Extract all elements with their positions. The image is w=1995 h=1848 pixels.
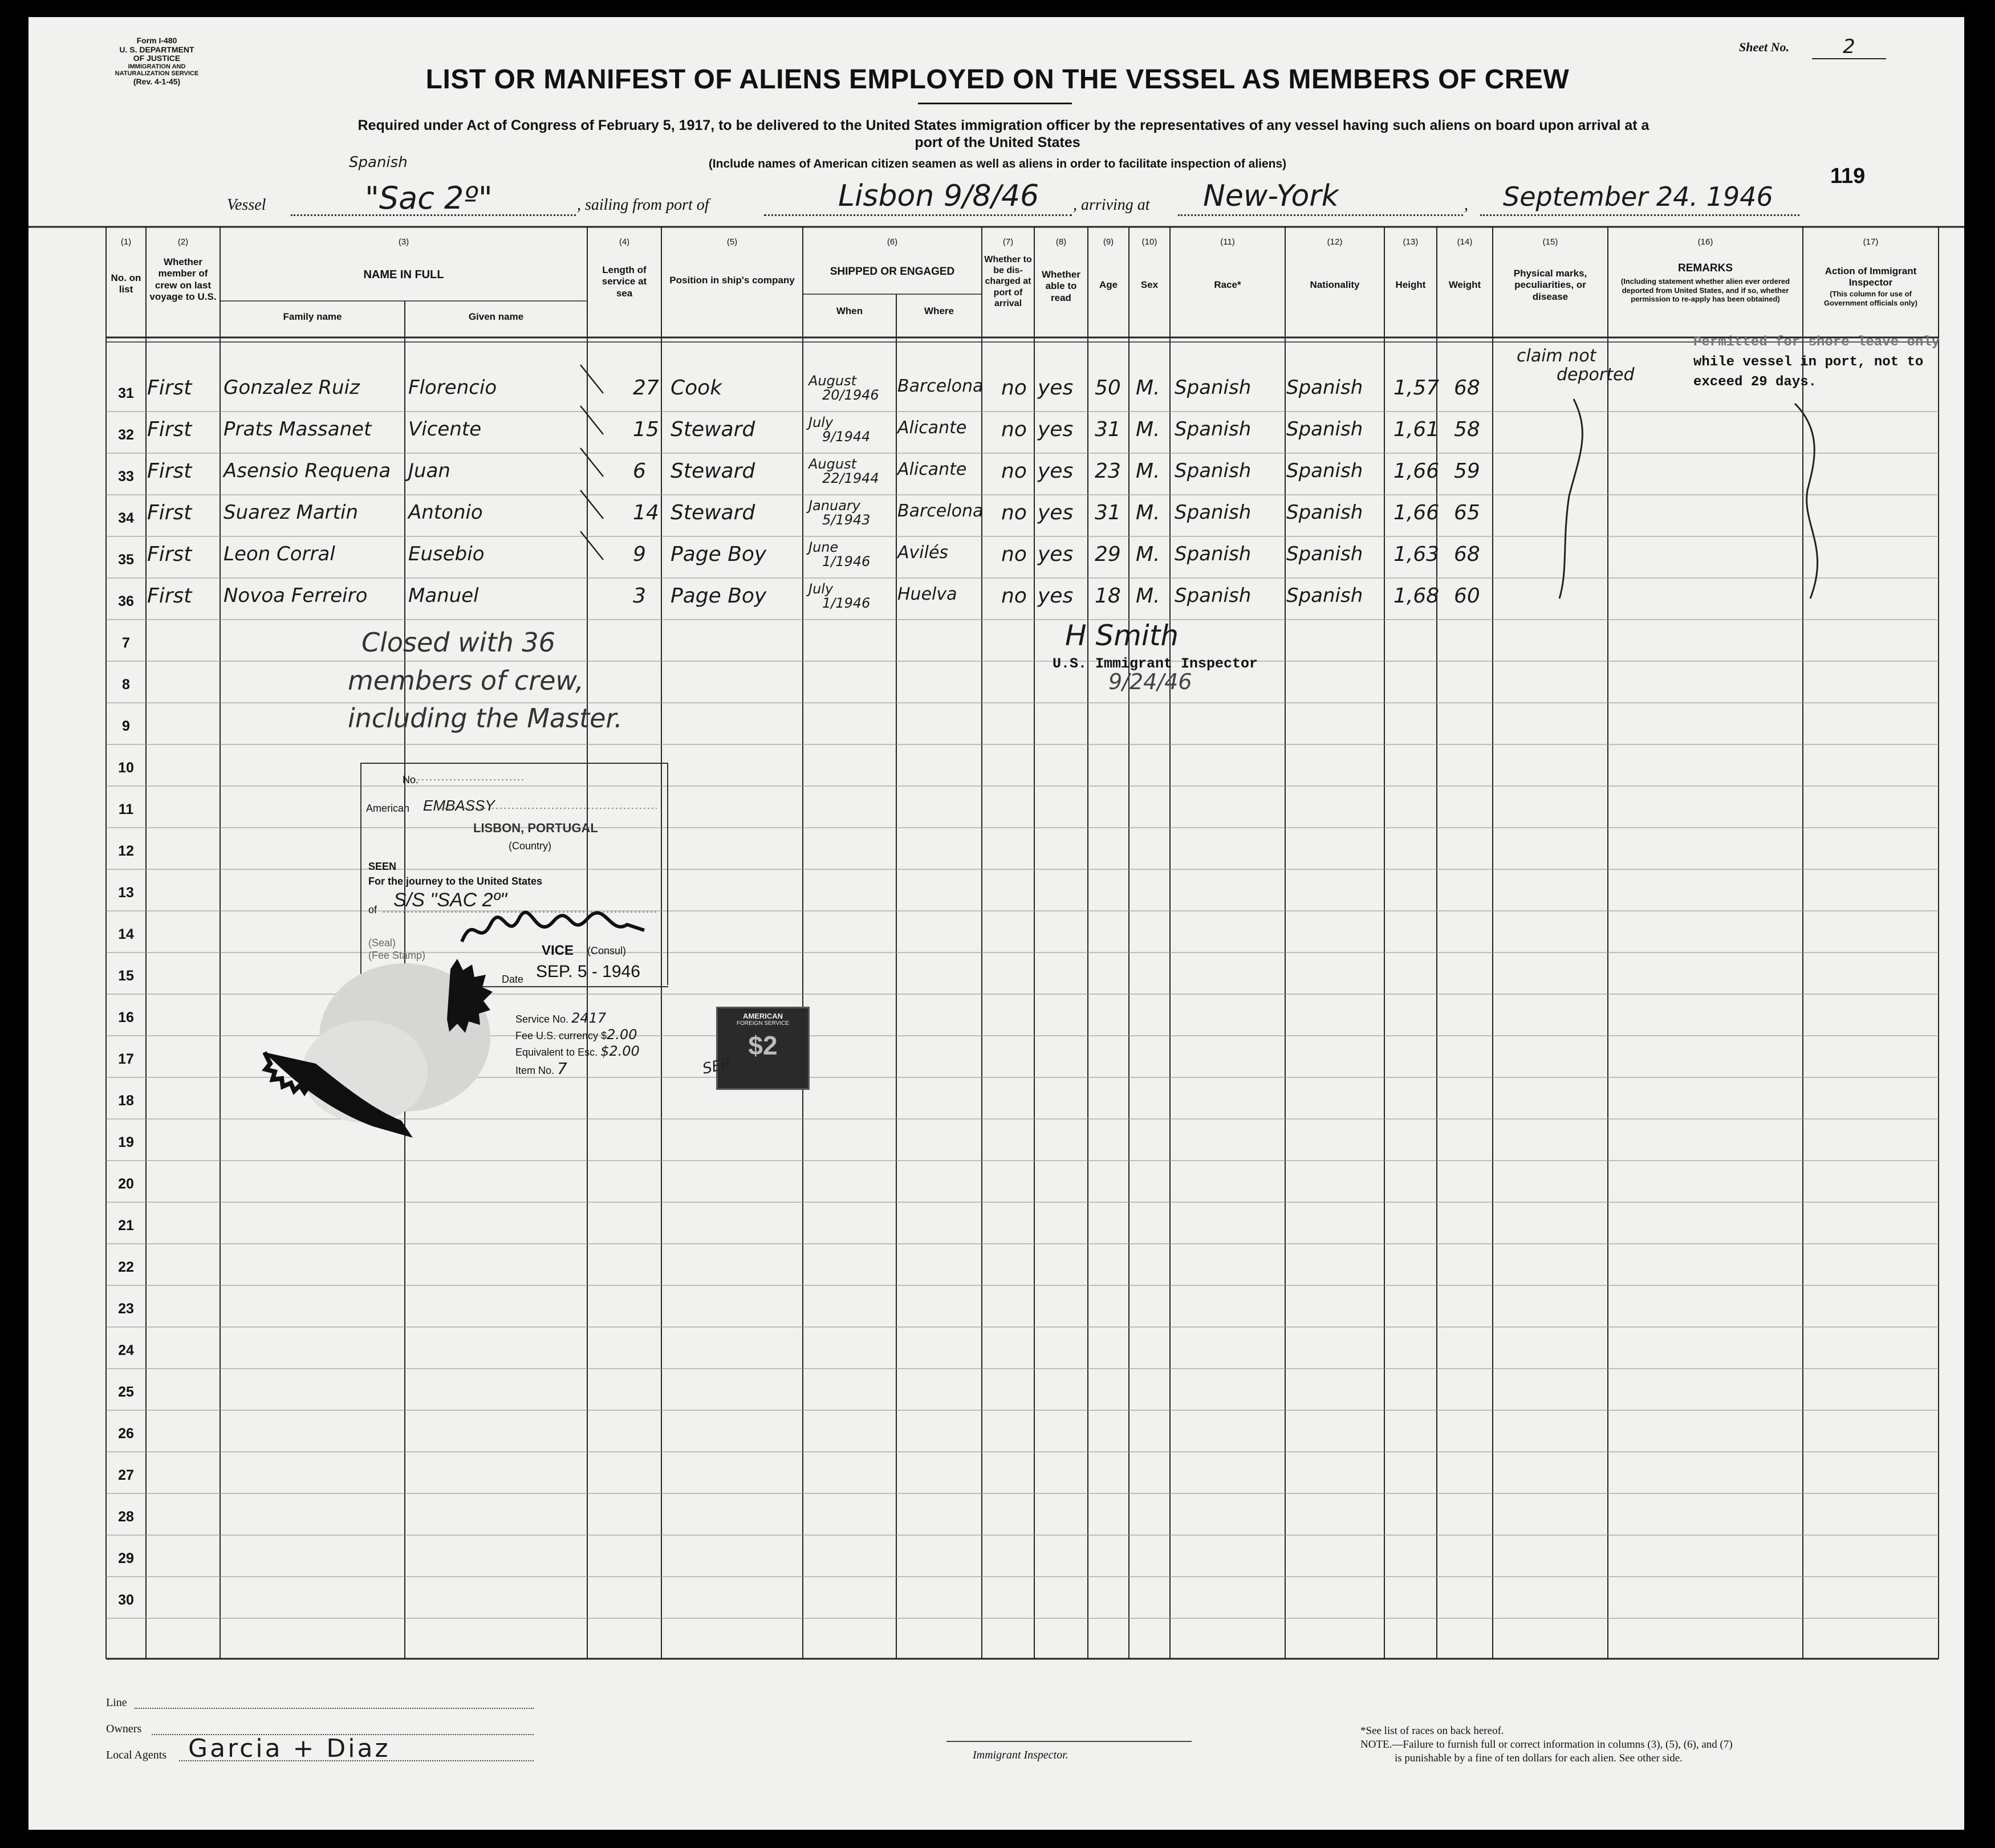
closed-note-line: members of crew, [348,665,584,696]
subtitle-line1: Required under Act of Congress of February 5, 1917, to be delivered to the United States immigration officer by the representatives of any vessel having such aliens on board upon arrival at a [357,117,1649,133]
crew-age-cell: 29 [1095,543,1121,566]
crew-position-cell: Page Boy [671,584,767,608]
page-number: 119 [1830,164,1866,188]
revenue-amount: $2 [748,1031,778,1060]
line-number: 32 [118,427,134,443]
crew-family-name-cell: Asensio Requena [224,459,391,482]
crew-service-cell: 15 [633,418,659,441]
closed-note-line: including the Master. [348,703,623,734]
crew-when-line: 9/1944 [822,429,871,445]
footer-line-field [135,1708,534,1709]
line-number: 30 [118,1592,134,1608]
fee-value: 2.00 [607,1026,637,1043]
crew-when-line: June [808,539,839,555]
crew-family-name-cell: Prats Massanet [224,418,372,441]
col3-number: (3) [398,237,409,247]
stamp-of-value: S/S "SAC 2º" [393,889,507,911]
stamp-seen: SEEN [368,861,397,872]
crew-voyage-cell: First [147,376,192,400]
crew-given-name-cell: Eusebio [408,543,485,565]
crew-discharged-cell: no [1001,376,1027,400]
stamp-date: SEP. 5 - 1946 [536,962,640,981]
crew-position-cell: Page Boy [671,543,767,566]
footer-races-note: *See list of races on back hereof. [1360,1725,1504,1737]
line-number: 13 [118,885,134,901]
subtitle-line2: port of the United States [915,135,1080,150]
physical-note-line: claim not [1517,346,1596,366]
vessel-name: "Sac 2º" [365,180,493,216]
col8-number: (8) [1055,237,1067,247]
crew-height-cell: 1,66 [1393,459,1440,483]
line-number: 7 [122,635,130,651]
crew-race-cell: Spanish [1175,543,1252,565]
line-number: 12 [118,843,134,859]
crew-when-cell [808,540,870,569]
footer-agents-label: Local Agents [106,1749,167,1761]
col16-number: (16) [1697,237,1713,247]
crew-weight-cell: 68 [1454,543,1480,566]
col15-number: (15) [1542,237,1558,247]
stamp-no-label: No. [403,774,419,785]
vessel-annotation: Spanish [349,154,408,171]
service-no-label: Service No. [515,1013,569,1025]
crew-discharged-cell: no [1001,418,1027,441]
crew-height-cell: 1,66 [1393,501,1440,524]
crew-voyage-cell: First [147,459,192,483]
stamp-fee-label: (Fee Stamp) [368,950,426,961]
crew-service-cell: 9 [633,543,646,566]
col3-header: NAME IN FULL [363,268,444,281]
crew-when-line: 5/1943 [822,512,871,528]
col1-header: No. on list [111,272,141,295]
fee-block [515,1010,640,1078]
col11-header: Race* [1214,279,1241,290]
crew-when-line: August [808,456,856,472]
crew-when-line: July [808,581,834,597]
crew-height-cell: 1,57 [1393,376,1440,400]
col6-number: (6) [887,237,898,247]
line-number: 27 [118,1467,134,1483]
line-number: 23 [118,1301,134,1317]
line-number: 16 [118,1010,134,1025]
crew-position-cell: Cook [671,376,722,400]
crew-discharged-cell: no [1001,501,1027,524]
col4-number: (4) [619,237,630,247]
stamp-seal-label: (Seal) [368,937,396,949]
line-number: 21 [118,1218,134,1234]
crew-when-line: January [808,498,860,514]
physical-note-line: deported [1557,365,1635,385]
fee-label: Fee U.S. currency $ [515,1029,607,1041]
crew-discharged-cell: no [1001,459,1027,483]
remarks-stamp-line: while vessel in port, not to [1693,354,1924,370]
crew-weight-cell: 60 [1454,584,1480,608]
crew-where-cell: Alicante [897,459,967,479]
crew-nationality-cell: Spanish [1286,501,1363,524]
col8-header: Whether able to read [1042,269,1080,303]
col17-note: (This column for use of Government officials only) [1824,290,1917,307]
line-number: 22 [118,1259,134,1275]
revenue-stamp-sub: FOREIGN SERVICE [736,1020,790,1027]
stamp-consul: (Consul) [587,945,627,956]
crew-nationality-cell: Spanish [1286,376,1363,399]
footer-owners-label: Owners [106,1723,142,1735]
crew-where-cell: Avilés [897,543,949,563]
revenue-stamp [716,1007,810,1090]
col9-number: (9) [1103,237,1114,247]
col4-header: Length of service at sea [602,264,647,299]
col11-number: (11) [1220,237,1235,247]
stamp-journey: For the journey to the United States [368,876,543,887]
revenue-cancel: SEP [701,1055,732,1078]
crew-when-line: 1/1946 [822,595,871,612]
ink-seal [259,1041,430,1143]
crew-position-cell: Steward [671,501,755,524]
stamp-country-label: (Country) [509,840,552,852]
line-number: 33 [118,469,134,485]
line-number: 36 [118,593,134,609]
col6-header: SHIPPED OR ENGAGED [830,266,955,278]
crew-race-cell: Spanish [1175,459,1252,482]
stamp-of-label: of [368,904,377,915]
crew-position-cell: Steward [671,418,755,441]
crew-nationality-cell: Spanish [1286,584,1363,607]
footer-note-line1: NOTE.—Failure to furnish full or correct information in columns (3), (5), (6), and (7) [1360,1739,1733,1751]
crew-age-cell: 31 [1095,418,1121,441]
col12-number: (12) [1327,237,1343,247]
col5-header: Position in ship's company [669,275,795,286]
crew-family-name-cell: Novoa Ferreiro [224,584,368,607]
equiv-value: $2.00 [600,1043,640,1059]
sheet-label: Sheet No. [1739,40,1789,54]
item-value: 7 [557,1059,567,1078]
line-number: 10 [118,760,134,776]
col12-header: Nationality [1310,279,1360,290]
col16-header: REMARKS [1677,262,1733,274]
crew-read-cell: yes [1038,501,1074,524]
crew-age-cell: 50 [1095,376,1121,400]
crew-read-cell: yes [1038,584,1074,608]
crew-where-cell: Huelva [897,584,957,604]
crew-when-line: August [808,373,856,389]
line-number: 24 [118,1342,134,1358]
line-number: 19 [118,1134,134,1150]
crew-sex-cell: M. [1136,376,1160,400]
manifest-title: LIST OR MANIFEST OF ALIENS EMPLOYED ON THE VESSEL AS MEMBERS OF CREW [425,64,1570,95]
revenue-stamp-top: AMERICAN [742,1012,783,1020]
crew-read-cell: yes [1038,543,1074,566]
crew-weight-cell: 58 [1454,418,1480,441]
crew-height-cell: 1,63 [1393,543,1440,566]
inspector-title: U.S. Immigrant Inspector [1053,656,1258,672]
crew-when-line: 1/1946 [822,553,871,570]
physical-marks-note [1517,347,1635,384]
crew-weight-cell: 68 [1454,376,1480,400]
closed-note-line: Closed with 36 [361,627,555,658]
crew-given-name-cell: Vicente [408,418,482,441]
crew-position-cell: Steward [671,459,755,483]
line-number: 15 [118,968,134,984]
item-label: Item No. [515,1065,555,1077]
line-number: 26 [118,1426,134,1442]
crew-sex-cell: M. [1136,459,1160,483]
remarks-stamp-line: Permitted for shore leave only [1693,335,1940,350]
stamp-embassy-label: American [366,803,410,814]
crew-nationality-cell: Spanish [1286,418,1363,441]
col7-header: Whether to be dis-charged at port of arrival [984,255,1032,308]
col16-note: (Including statement whether alien ever ordered deported from United States, and if so, whether permission to re-apply has been obtained) [1620,277,1790,304]
line-number: 34 [118,510,134,526]
crew-when-cell [808,499,870,527]
col14-header: Weight [1448,279,1481,290]
line-number: 35 [118,552,134,568]
crew-race-cell: Spanish [1175,584,1252,607]
crew-nationality-cell: Spanish [1286,543,1363,565]
sailing-label: , sailing from port of [577,196,709,214]
crew-service-cell: 6 [633,459,646,483]
col13-number: (13) [1403,237,1419,247]
crew-race-cell: Spanish [1175,376,1252,399]
sailing-port: Lisbon 9/8/46 [838,179,1039,213]
crew-when-cell [808,416,870,444]
crew-where-cell: Barcelona [897,376,984,396]
col6b-header: Where [924,306,954,316]
crew-service-cell: 3 [633,584,646,608]
crew-when-line: 22/1944 [822,470,879,487]
crew-age-cell: 18 [1095,584,1121,608]
remarks-stamp [1693,333,1940,392]
crew-where-cell: Barcelona [897,501,984,521]
crew-service-cell: 14 [633,501,659,524]
crew-sex-cell: M. [1136,418,1160,441]
crew-given-name-cell: Antonio [408,501,483,524]
line-number: 11 [118,801,134,817]
department: U. S. DEPARTMENT OF JUSTICE [119,44,194,63]
crew-when-cell [808,374,879,402]
col1-number: (1) [120,237,132,247]
service-no-value: 2417 [571,1010,607,1026]
line-number: 14 [118,926,134,942]
stamp-city: LISBON, PORTUGAL [473,821,598,835]
footer-note-line2: is punishable by a fine of ten dollars for each alien. See other side. [1395,1752,1683,1764]
arrival-date: September 24. 1946 [1503,181,1773,212]
col17-number: (17) [1863,237,1879,247]
crew-service-cell: 27 [633,376,659,400]
inspector-date: 9/24/46 [1108,669,1192,694]
crew-age-cell: 23 [1095,459,1121,483]
crew-family-name-cell: Leon Corral [224,543,335,565]
col9-header: Age [1099,279,1118,290]
col2-number: (2) [177,237,189,247]
crew-discharged-cell: no [1001,584,1027,608]
col14-number: (14) [1457,237,1473,247]
col3b-header: Given name [468,311,524,322]
vessel-label: Vessel [227,196,266,214]
form-revision: (Rev. 4-1-45) [133,76,181,86]
crew-read-cell: yes [1038,459,1074,483]
line-number: 8 [122,677,130,693]
crew-given-name-cell: Manuel [408,584,479,607]
crew-weight-cell: 59 [1454,459,1480,483]
arriving-label: , arriving at [1073,196,1150,214]
crew-voyage-cell: First [147,584,192,608]
crew-voyage-cell: First [147,501,192,524]
col17-header: Action of Immigrant Inspector [1825,266,1917,288]
stamp-embassy-value: EMBASSY [423,797,495,814]
crew-read-cell: yes [1038,418,1074,441]
col15-header: Physical marks, peculiarities, or disease [1513,268,1587,302]
crew-age-cell: 31 [1095,501,1121,524]
arriving-port: New-York [1203,179,1339,213]
crew-nationality-cell: Spanish [1286,459,1363,482]
col5-number: (5) [726,237,738,247]
remarks-stamp-line: exceed 29 days. [1693,374,1817,390]
stamp-date-label: Date [502,974,524,985]
form-number: Form I-480 [136,36,177,45]
crew-when-cell [808,582,870,610]
crew-given-name-cell: Juan [408,459,450,482]
service-name: IMMIGRATION AND NATURALIZATION SERVICE [115,63,199,78]
subtitle-note: (Include names of American citizen seamen as well as aliens in order to facilitate inspection of aliens) [708,157,1287,170]
footer-inspector-label: Immigrant Inspector. [973,1749,1068,1761]
line-number: 9 [122,718,130,734]
crew-voyage-cell: First [147,418,192,441]
crew-height-cell: 1,68 [1393,584,1440,608]
line-number: 29 [118,1550,134,1566]
crew-when-line: 20/1946 [822,387,879,404]
footer-agents-value: Garcia + Diaz [188,1734,391,1763]
col10-header: Sex [1140,279,1159,290]
crew-height-cell: 1,61 [1393,418,1440,441]
line-number: 18 [118,1093,134,1109]
line-number: 28 [118,1509,134,1525]
line-number: 20 [118,1176,134,1192]
footer-inspector-field [946,1741,1192,1742]
line-number: 25 [118,1384,134,1400]
crew-read-cell: yes [1038,376,1074,400]
crew-race-cell: Spanish [1175,418,1252,441]
col2-header: Whether member of crew on last voyage to U.S. [149,257,217,303]
crew-weight-cell: 65 [1454,501,1480,524]
crew-family-name-cell: Gonzalez Ruiz [224,376,360,399]
crew-where-cell: Alicante [897,418,967,438]
crew-when-line: July [808,414,834,430]
closed-note [348,624,623,738]
col13-header: Height [1395,279,1426,290]
stamp-vice: VICE [542,943,574,958]
crew-voyage-cell: First [147,543,192,566]
crew-family-name-cell: Suarez Martin [224,501,358,524]
crew-sex-cell: M. [1136,543,1160,566]
crew-when-cell [808,457,879,486]
col10-number: (10) [1141,237,1157,247]
crew-sex-cell: M. [1136,584,1160,608]
line-number: 17 [118,1051,134,1067]
crew-sex-cell: M. [1136,501,1160,524]
sheet-number: 2 [1812,35,1886,59]
col6a-header: When [836,306,863,316]
crew-race-cell: Spanish [1175,501,1252,524]
equiv-label: Equivalent to Esc. [515,1046,598,1058]
crew-given-name-cell: Florencio [408,376,497,399]
line-number: 31 [118,385,134,401]
col7-number: (7) [1002,237,1014,247]
inspector-signature: H Smith [1065,619,1179,652]
crew-discharged-cell: no [1001,543,1027,566]
footer-line-label: Line [106,1696,127,1709]
col3a-header: Family name [283,311,342,322]
